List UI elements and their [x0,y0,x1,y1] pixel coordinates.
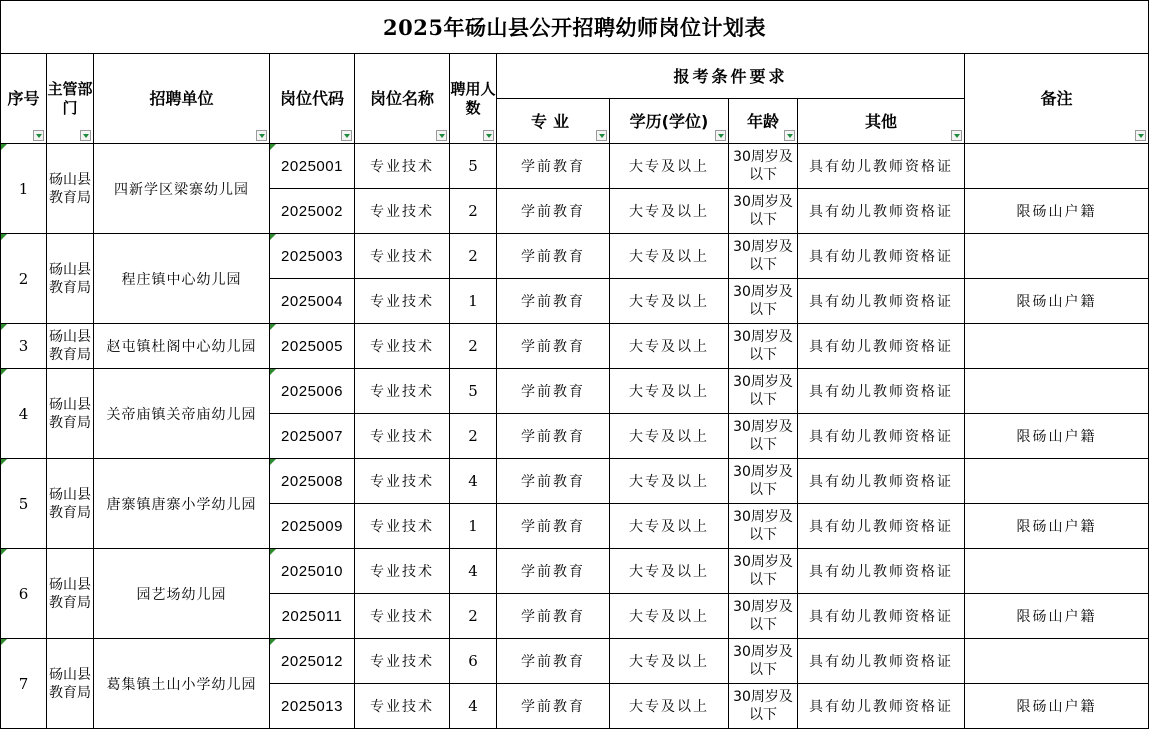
filter-dropdown-icon[interactable] [80,130,91,141]
header-other-label: 其他 [864,111,897,131]
table-row [1,324,1149,369]
cell-age[interactable]: 30周岁及以下 [729,549,798,594]
cell-name[interactable]: 专业技术 [355,639,450,684]
cell-age[interactable]: 30周岁及以下 [729,279,798,324]
cell-age[interactable]: 30周岁及以下 [729,594,798,639]
cell-name[interactable]: 专业技术 [355,234,450,279]
cell-other[interactable]: 具有幼儿教师资格证 [798,144,965,189]
cell-edu[interactable]: 大专及以上 [610,684,729,729]
filter-dropdown-icon[interactable] [483,130,494,141]
cell-unit[interactable]: 园艺场幼儿园 [94,549,270,639]
cell-remark[interactable] [965,459,1149,504]
error-indicator-icon [270,639,276,645]
cell-seq[interactable]: 4 [1,369,47,459]
cell-count[interactable]: 2 [450,594,497,639]
cell-major[interactable]: 学前教育 [497,279,610,324]
filter-dropdown-icon[interactable] [341,130,352,141]
cell-other[interactable]: 具有幼儿教师资格证 [798,639,965,684]
error-indicator-icon [270,369,276,375]
cell-remark[interactable]: 限砀山户籍 [965,414,1149,459]
cell-major[interactable]: 学前教育 [497,639,610,684]
cell-age[interactable]: 30周岁及以下 [729,324,798,369]
cell-major[interactable]: 学前教育 [497,234,610,279]
header-major[interactable] [497,99,610,144]
cell-code[interactable]: 2025009 [270,504,355,549]
cell-major[interactable]: 学前教育 [497,324,610,369]
header-remark[interactable] [965,54,1149,144]
cell-age[interactable]: 30周岁及以下 [729,144,798,189]
error-indicator-icon [1,144,7,150]
cell-other[interactable]: 具有幼儿教师资格证 [798,324,965,369]
header-other[interactable] [798,99,965,144]
filter-dropdown-icon[interactable] [596,130,607,141]
header-name-label: 岗位名称 [369,89,434,108]
cell-name[interactable]: 专业技术 [355,549,450,594]
header-code-label: 岗位代码 [279,89,344,108]
error-indicator-icon [270,234,276,240]
error-indicator-icon [1,369,7,375]
cell-other[interactable]: 具有幼儿教师资格证 [798,414,965,459]
cell-remark[interactable] [965,369,1149,414]
error-indicator-icon [1,324,7,330]
cell-code[interactable]: 2025010 [270,549,355,594]
header-code[interactable] [270,54,355,144]
cell-count[interactable]: 1 [450,504,497,549]
cell-age[interactable]: 30周岁及以下 [729,459,798,504]
cell-major[interactable]: 学前教育 [497,504,610,549]
cell-other[interactable]: 具有幼儿教师资格证 [798,684,965,729]
cell-age[interactable]: 30周岁及以下 [729,639,798,684]
cell-seq[interactable]: 5 [1,459,47,549]
cell-count[interactable]: 5 [450,144,497,189]
cell-age[interactable]: 30周岁及以下 [729,369,798,414]
cell-other[interactable]: 具有幼儿教师资格证 [798,279,965,324]
filter-dropdown-icon[interactable] [33,130,44,141]
filter-dropdown-icon[interactable] [1135,130,1146,141]
table-row [1,369,1149,414]
error-indicator-icon [270,324,276,330]
cell-code[interactable]: 2025005 [270,324,355,369]
cell-other[interactable]: 具有幼儿教师资格证 [798,189,965,234]
cell-remark[interactable]: 限砀山户籍 [965,504,1149,549]
cell-count[interactable]: 4 [450,684,497,729]
cell-name[interactable]: 专业技术 [355,594,450,639]
table-title: 2025年砀山县公开招聘幼师岗位计划表 [1,1,1149,54]
cell-other[interactable]: 具有幼儿教师资格证 [798,459,965,504]
cell-unit[interactable]: 四新学区梁寨幼儿园 [94,144,270,234]
cell-dept[interactable]: 砀山县教育局 [47,459,94,549]
filter-dropdown-icon[interactable] [436,130,447,141]
error-indicator-icon [270,459,276,465]
cell-count[interactable]: 2 [450,414,497,459]
cell-code[interactable]: 2025001 [270,144,355,189]
cell-count[interactable]: 1 [450,279,497,324]
cell-remark[interactable]: 限砀山户籍 [965,189,1149,234]
header-major-label: 专业 [530,111,575,131]
cell-unit[interactable]: 关帝庙镇关帝庙幼儿园 [94,369,270,459]
cell-age[interactable]: 30周岁及以下 [729,234,798,279]
cell-edu[interactable]: 大专及以上 [610,594,729,639]
header-edu-label: 学历(学位) [629,111,709,131]
cell-age[interactable]: 30周岁及以下 [729,684,798,729]
cell-age[interactable]: 30周岁及以下 [729,504,798,549]
table-row [1,639,1149,684]
cell-count[interactable]: 2 [450,324,497,369]
cell-code[interactable]: 2025007 [270,414,355,459]
cell-edu[interactable]: 大专及以上 [610,639,729,684]
cell-code[interactable]: 2025004 [270,279,355,324]
cell-dept[interactable]: 砀山县教育局 [47,144,94,234]
header-unit[interactable] [94,54,270,144]
cell-name[interactable]: 专业技术 [355,504,450,549]
cell-remark[interactable] [965,324,1149,369]
cell-major[interactable]: 学前教育 [497,594,610,639]
cell-code[interactable]: 2025011 [270,594,355,639]
cell-dept[interactable]: 砀山县教育局 [47,369,94,459]
cell-seq[interactable]: 1 [1,144,47,234]
cell-major[interactable]: 学前教育 [497,459,610,504]
cell-name[interactable]: 专业技术 [355,369,450,414]
cell-name[interactable]: 专业技术 [355,324,450,369]
header-dept[interactable] [47,54,94,144]
cell-remark[interactable]: 限砀山户籍 [965,684,1149,729]
cell-count[interactable]: 5 [450,369,497,414]
header-seq[interactable] [1,54,47,144]
header-seq-label: 序号 [7,89,40,108]
cell-remark[interactable]: 限砀山户籍 [965,279,1149,324]
cell-edu[interactable]: 大专及以上 [610,234,729,279]
error-indicator-icon [1,459,7,465]
cell-edu[interactable]: 大专及以上 [610,369,729,414]
cell-code[interactable]: 2025002 [270,189,355,234]
cell-seq[interactable]: 7 [1,639,47,729]
cell-seq[interactable]: 6 [1,549,47,639]
cell-name[interactable]: 专业技术 [355,684,450,729]
header-edu[interactable] [610,99,729,144]
cell-age[interactable]: 30周岁及以下 [729,189,798,234]
filter-dropdown-icon[interactable] [784,130,795,141]
cell-other[interactable]: 具有幼儿教师资格证 [798,369,965,414]
cell-code[interactable]: 2025003 [270,234,355,279]
error-indicator-icon [1,639,7,645]
cell-remark[interactable] [965,144,1149,189]
cell-count[interactable]: 2 [450,234,497,279]
cell-remark[interactable]: 限砀山户籍 [965,594,1149,639]
header-age-label: 年龄 [746,111,779,131]
cell-remark[interactable] [965,639,1149,684]
cell-major[interactable]: 学前教育 [497,369,610,414]
filter-dropdown-icon[interactable] [951,130,962,141]
cell-name[interactable]: 专业技术 [355,189,450,234]
cell-edu[interactable]: 大专及以上 [610,459,729,504]
cell-name[interactable]: 专业技术 [355,459,450,504]
header-remark-label: 备注 [1040,89,1073,108]
table-row [1,234,1149,279]
cell-age[interactable]: 30周岁及以下 [729,414,798,459]
cell-code[interactable]: 2025012 [270,639,355,684]
cell-edu[interactable]: 大专及以上 [610,549,729,594]
cell-major[interactable]: 学前教育 [497,189,610,234]
cell-edu[interactable]: 大专及以上 [610,414,729,459]
cell-remark[interactable] [965,234,1149,279]
cell-other[interactable]: 具有幼儿教师资格证 [798,234,965,279]
header-count[interactable] [450,54,497,144]
filter-dropdown-icon[interactable] [715,130,726,141]
error-indicator-icon [1,234,7,240]
cell-name[interactable]: 专业技术 [355,279,450,324]
cell-dept[interactable]: 砀山县教育局 [47,234,94,324]
cell-edu[interactable]: 大专及以上 [610,324,729,369]
cell-unit[interactable]: 赵屯镇杜阁中心幼儿园 [94,324,270,369]
cell-count[interactable]: 6 [450,639,497,684]
header-age[interactable] [729,99,798,144]
header-name[interactable] [355,54,450,144]
cell-count[interactable]: 4 [450,459,497,504]
table-row [1,459,1149,504]
cell-count[interactable]: 2 [450,189,497,234]
cell-dept[interactable]: 砀山县教育局 [47,549,94,639]
table-row [1,144,1149,189]
cell-name[interactable]: 专业技术 [355,414,450,459]
cell-edu[interactable]: 大专及以上 [610,504,729,549]
cell-major[interactable]: 学前教育 [497,549,610,594]
table-row [1,549,1149,594]
cell-code[interactable]: 2025013 [270,684,355,729]
cell-dept[interactable]: 砀山县教育局 [47,639,94,729]
header-unit-label: 招聘单位 [149,89,214,108]
cell-edu[interactable]: 大专及以上 [610,144,729,189]
cell-code[interactable]: 2025008 [270,459,355,504]
error-indicator-icon [270,144,276,150]
error-indicator-icon [270,549,276,555]
cell-other[interactable]: 具有幼儿教师资格证 [798,594,965,639]
cell-unit[interactable]: 唐寨镇唐寨小学幼儿园 [94,459,270,549]
cell-seq[interactable]: 2 [1,234,47,324]
cell-unit[interactable]: 葛集镇土山小学幼儿园 [94,639,270,729]
header-dept-label: 主管部门 [47,79,93,117]
error-indicator-icon [1,549,7,555]
cell-seq[interactable]: 3 [1,324,47,369]
cell-unit[interactable]: 程庄镇中心幼儿园 [94,234,270,324]
header-conditions: 报考条件要求 [497,54,965,99]
cell-dept[interactable]: 砀山县教育局 [47,324,94,369]
cell-edu[interactable]: 大专及以上 [610,189,729,234]
cell-other[interactable]: 具有幼儿教师资格证 [798,549,965,594]
table-body [1,144,1149,729]
cell-other[interactable]: 具有幼儿教师资格证 [798,504,965,549]
cell-major[interactable]: 学前教育 [497,684,610,729]
cell-edu[interactable]: 大专及以上 [610,279,729,324]
cell-remark[interactable] [965,549,1149,594]
cell-major[interactable]: 学前教育 [497,414,610,459]
filter-dropdown-icon[interactable] [256,130,267,141]
cell-count[interactable]: 4 [450,549,497,594]
cell-code[interactable]: 2025006 [270,369,355,414]
header-count-label: 聘用人数 [450,79,496,117]
cell-major[interactable]: 学前教育 [497,144,610,189]
cell-name[interactable]: 专业技术 [355,144,450,189]
